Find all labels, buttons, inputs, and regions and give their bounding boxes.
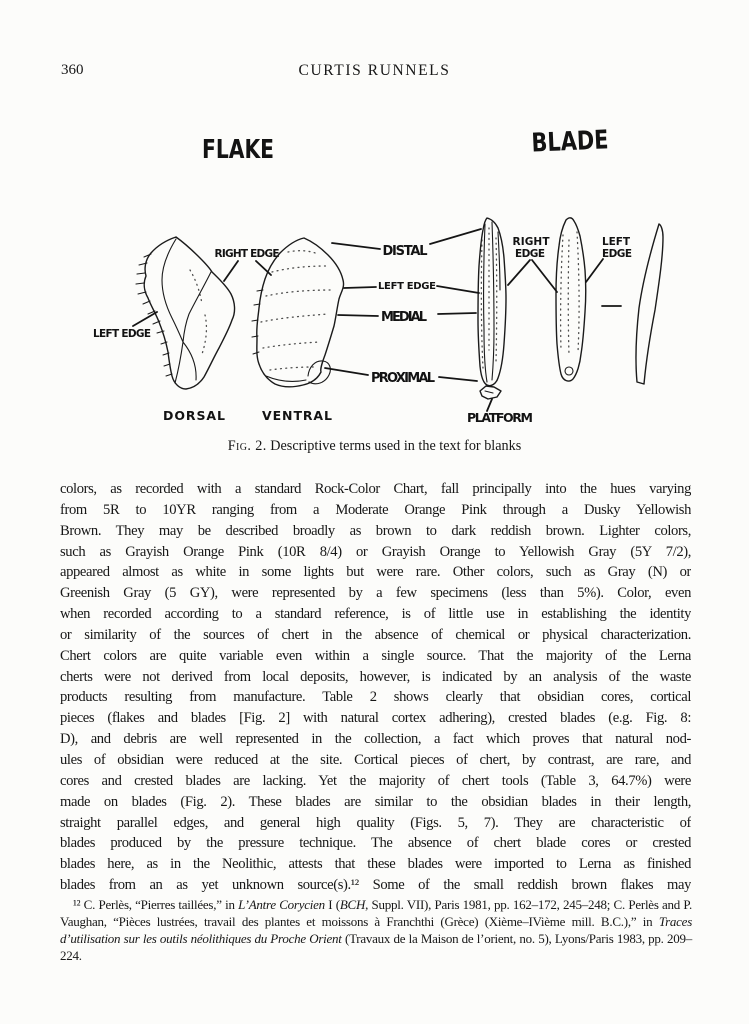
blade-heading: BLADE	[530, 124, 628, 159]
blade-profile-drawing	[636, 224, 663, 384]
figure-blank-terminology	[0, 105, 749, 437]
footnote-italic-journal: BCH	[339, 897, 366, 912]
footnote-italic-title2: Traces d’utilisation sur les outils néolithiques du Proche Orient	[60, 913, 692, 946]
left-edge-blade-label-line1: LEFT	[602, 236, 630, 248]
body-line: appeared almost as white in some lights but were rare. Other colors, such as Gray (N) or	[60, 564, 691, 581]
running-head: CURTIS RUNNELS	[298, 62, 451, 79]
body-line: ules of obsidian were reduced at the site. Cortical pieces of chert, by contrast, are rare, and	[60, 751, 691, 768]
flake-heading: FLAKE	[202, 135, 274, 165]
body-paragraph	[60, 479, 691, 896]
body-line: Chert colors are quite variable even within a single source. That the majority of the Lerna	[60, 647, 691, 664]
medial-label: MEDIAL	[381, 310, 427, 325]
body-line: colors, as recorded with a standard Rock-Color Chart, fall principally into the hues varying	[60, 481, 691, 497]
left-edge-mid-label: LEFT EDGE	[378, 281, 436, 292]
figure-caption-text: Descriptive terms used in the text for blanks	[266, 438, 522, 454]
footnote-12	[60, 897, 692, 965]
ventral-label: VENTRAL	[262, 408, 332, 423]
body-line: blades produced by the pressure technique. The absence of chert blade cores or crested	[60, 835, 691, 852]
body-line: straight parallel edges, and general high quality (Figs. 5, 7). They are characteristic of	[60, 814, 691, 831]
body-line: D), and debris are well represented in the collection, a fact which proves that natural nod-	[60, 731, 691, 748]
body-line: when recorded according to a standard reference, is of little use in establishing the identity	[60, 606, 691, 623]
footnote-text: , Suppl. VII), Paris 1981, pp. 162–172, 245–248; C. Perlès and P. Vaughan, “Pièces lustrées, travail des plantes et moissons à Franchthi (Grèce) (Xième–IVième mill. B.C.),” in	[60, 897, 692, 929]
dorsal-label: DORSAL	[163, 408, 225, 423]
footnote-text: ¹² C. Perlès, “Pierres taillées,” in	[73, 897, 239, 912]
figure-caption	[0, 438, 749, 455]
distal-label: DISTAL	[382, 244, 428, 259]
ventral-flake-drawing	[257, 238, 344, 387]
body-line: made on blades (Fig. 2). These blades are similar to the obsidian blades in their length,	[60, 793, 691, 810]
body-line: pieces (flakes and blades [Fig. 2] with natural cortex adhering), crested blades (e.g. Fig. 8:	[60, 710, 691, 727]
body-line: or similarity of the sources of chert in the absence of chemical or physical characterization.	[60, 626, 691, 643]
platform-label: PLATFORM	[467, 410, 533, 425]
right-edge-blade-label-line2: EDGE	[515, 248, 545, 260]
proximal-label: PROXIMAL	[371, 371, 435, 386]
left-edge-blade-label-line2: EDGE	[602, 248, 632, 260]
body-line: cores and crested blades are lacking. Yet the majority of chert tools (Table 3, 64.7%) were	[60, 772, 691, 789]
figure-caption-number: Fig. 2.	[227, 438, 267, 454]
blade-dorsal-drawing	[478, 218, 506, 386]
left-edge-flake-label: LEFT EDGE	[93, 328, 151, 340]
body-line: Brown. They may be described broadly as brown to dark reddish brown. Lighter colors,	[60, 522, 691, 539]
body-line: blades here, as in the Neolithic, attests that these blades were imported to Lerna as finished	[60, 856, 691, 873]
footnote-italic-title: L’Antre Corycien	[238, 897, 325, 912]
body-line: such as Grayish Orange Pink (10R 8/4) or Grayish Orange to Yellowish Gray (5Y 7/2),	[60, 543, 691, 560]
footnote-text: (Travaux de la Maison de l’orient, no. 5), Lyons/Paris 1983, pp. 209–224.	[60, 930, 693, 963]
body-line: Greenish Gray (5 GY), were represented by a few specimens (less than 5%). Color, even	[60, 585, 691, 602]
right-edge-flake-label: RIGHT EDGE	[214, 248, 280, 260]
right-edge-blade-label-line1: RIGHT	[512, 236, 550, 248]
body-line: blades from an as yet unknown source(s).¹² Some of the small reddish brown flakes may	[60, 877, 691, 894]
footnote-text: I (	[324, 897, 340, 912]
body-line: from 5R to 10YR ranging from a Moderate Orange Pink through a Dusky Yellowish	[60, 501, 691, 518]
page-number: 360	[61, 62, 84, 78]
body-line: cherts were not derived from local deposits, however, is indicated by an analysis of the waste	[60, 668, 691, 685]
body-line: products resulting from manufacture. Table 2 shows clearly that obsidian cores, cortical	[60, 689, 691, 706]
